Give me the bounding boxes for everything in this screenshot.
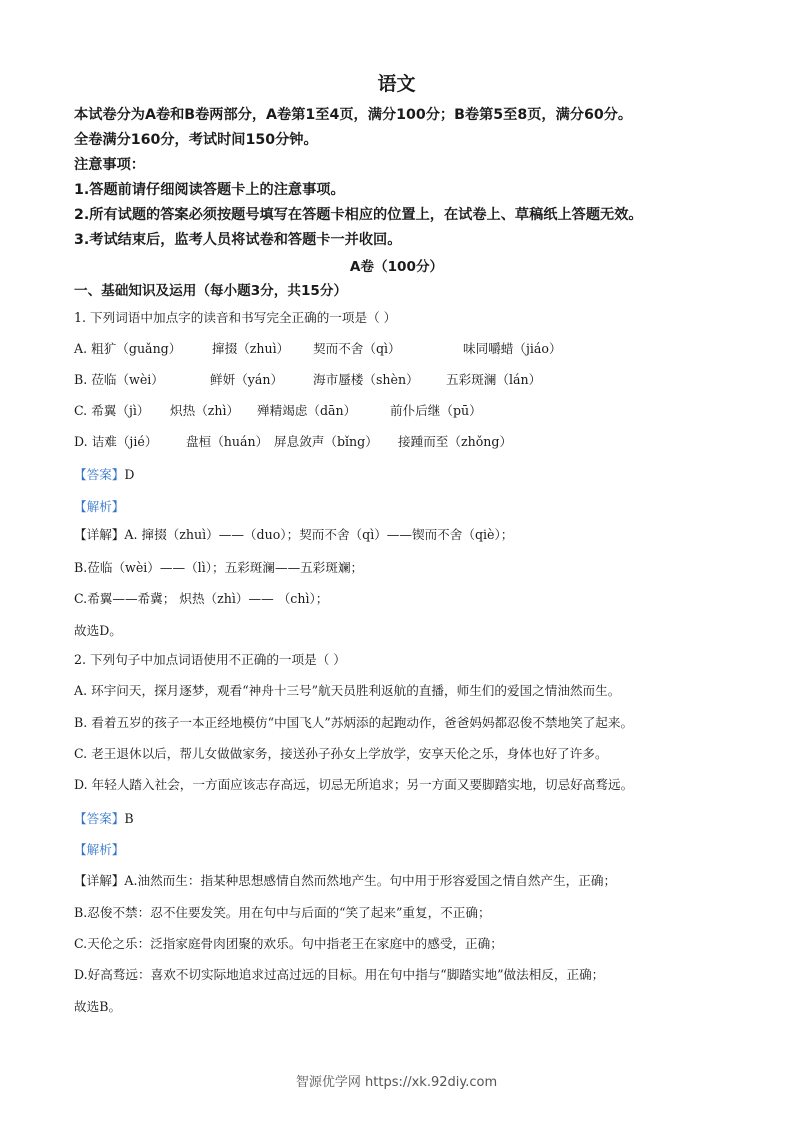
q1-option-d-4: 接踵而至（zhǒng）	[398, 434, 513, 449]
q2-option-d: D. 年轻人踏入社会，一方面应该志存高远，切忌无所追求；另一方面又要脚踏实地，切忌好高骛远。	[74, 777, 634, 792]
q1-answer-value: D	[124, 467, 135, 482]
notice-item-2: 2.所有试题的答案必须按题号填写在答题卡相应的位置上，在试卷上、草稿纸上答题无效。	[74, 207, 643, 223]
q1-option-b-3: 海市蜃楼（shèn）	[313, 372, 419, 387]
section-a-heading: A卷（100分）	[349, 259, 444, 275]
q2-answer-value: B	[124, 811, 134, 826]
q2-detail-text-1: A.油然而生：指某种思想感情自然而然地产生。句中用于形容爱国之情自然产生，正确；	[124, 873, 617, 888]
q2-answer-tag: 【答案】	[74, 811, 125, 826]
intro-line-2: 全卷满分160分，考试时间150分钟。	[74, 132, 318, 148]
part-one-heading: 一、基础知识及运用（每小题3分，共15分）	[74, 283, 348, 299]
q2-answer	[74, 808, 134, 827]
q1-option-b-2: 鲜妍（yán）	[210, 372, 284, 387]
q2-option-a: A. 环宇问天，探月逐梦，观看“神舟十三号”航天员胜利返航的直播，师生们的爱国之情油然而生。	[74, 683, 621, 698]
q2-detail-1	[74, 870, 616, 889]
q1-detail-tag: 【详解】	[74, 527, 125, 542]
q1-option-a-1: A. 粗犷（guǎng）	[74, 341, 182, 356]
q1-detail-4: 故选D。	[74, 623, 122, 638]
notice-item-1: 1.答题前请仔细阅读答题卡上的注意事项。	[74, 182, 345, 198]
q1-detail-2: B.莅临（wèi）——（lì）；五彩斑澜——五彩斑斓；	[74, 560, 364, 575]
q2-option-c: C. 老王退休以后，帮儿女做做家务，接送孙子孙女上学放学，安享天伦之乐，身体也好了许多。	[74, 746, 608, 761]
q2-analysis-tag: 【解析】	[74, 842, 125, 857]
q1-option-c-2: 炽热（zhì）	[170, 403, 240, 418]
q1-answer	[74, 464, 134, 483]
q1-option-d-1: D. 诘难（jié）	[74, 434, 158, 449]
q1-option-d-2: 盘桓（huán）	[186, 434, 269, 449]
intro-line-1: 本试卷分为A卷和B卷两部分，A卷第1至4页，满分100分；B卷第5至8页，满分60分。	[74, 107, 633, 123]
q1-option-c-3: 殚精竭虑（dān）	[257, 403, 357, 418]
q1-option-c-4: 前仆后继（pū）	[390, 403, 482, 418]
notice-item-3: 3.考试结束后，监考人员将试卷和答题卡一并收回。	[74, 232, 402, 248]
q1-option-a-2: 撺掇（zhuì）	[212, 341, 290, 356]
q2-detail-5: 故选B。	[74, 999, 122, 1014]
q1-option-a-4: 味同嚼蜡（jiáo）	[463, 341, 562, 356]
q2-detail-3: C.天伦之乐：泛指家庭骨肉团聚的欢乐。句中指老王在家庭中的感受，正确；	[74, 936, 503, 951]
page-title: 语文	[377, 73, 416, 95]
q1-detail-1	[74, 524, 513, 543]
q2-detail-2: B.忍俊不禁：忍不住要发笑。用在句中与后面的“笑了起来”重复，不正确；	[74, 905, 491, 920]
footer-watermark: 智源优学网 https://xk.92diy.com	[295, 1075, 498, 1090]
q1-answer-tag: 【答案】	[74, 467, 125, 482]
q1-analysis-tag: 【解析】	[74, 499, 125, 514]
q2-stem: 2. 下列句子中加点词语使用不正确的一项是（ ）	[74, 652, 346, 667]
q1-detail-3: C.希翼——希冀； 炽热（zhì）—— （chì）；	[74, 591, 329, 606]
q1-stem: 1. 下列词语中加点字的读音和书写完全正确的一项是（ ）	[74, 310, 397, 325]
q1-option-d-3: 屏息敛声（bǐng）	[274, 434, 378, 449]
q1-detail-text-1: A. 撺掇（zhuì）——（duo）；契而不舍（qì）——锲而不舍（qiè）；	[124, 527, 514, 542]
q1-option-a-3: 契而不舍（qì）	[313, 341, 401, 356]
q1-option-b-1: B. 莅临（wèi）	[74, 372, 164, 387]
notice-heading: 注意事项：	[74, 157, 145, 173]
q2-option-b: B. 看着五岁的孩子一本正经地模仿“中国飞人”苏炳添的起跑动作，爸爸妈妈都忍俊不禁地笑了起来。	[74, 715, 634, 730]
q1-option-b-4: 五彩斑澜（lán）	[446, 372, 542, 387]
q1-option-c-1: C. 希翼（jì）	[74, 403, 150, 418]
q2-detail-4: D.好高骛远：喜欢不切实际地追求过高过远的目标。用在句中指与“脚踏实地”做法相反，正确；	[74, 967, 605, 982]
q2-detail-tag: 【详解】	[74, 873, 125, 888]
